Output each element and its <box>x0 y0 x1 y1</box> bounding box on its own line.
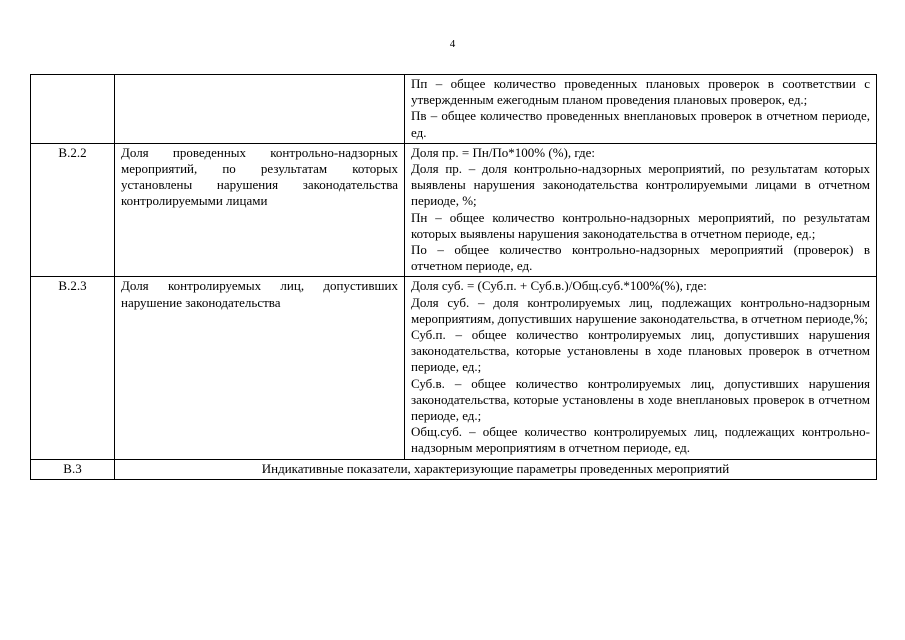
page-number: 4 <box>449 38 456 50</box>
formula-line: Пв – общее количество проведенных внеплановых проверок в отчетном периоде, ед. <box>411 108 870 140</box>
formula-line: Пн – общее количество контрольно-надзорных мероприятий, по результатам которых выявлены нарушения законодательства в отчетном периоде, ед.; <box>411 209 870 241</box>
row-code <box>31 75 115 144</box>
formula-line: Суб.п. – общее количество контролируемых лиц, допустивших нарушения законодательства, которые установлены в ходе плановых проверок в отчетном периоде, ед.; <box>411 327 870 375</box>
row-formula <box>405 143 877 277</box>
formula-line: Пп – общее количество проведенных плановых проверок в соответствии с утвержденным ежегодным планом проведения плановых проверок, ед.; <box>411 76 870 108</box>
row-code: В.2.3 <box>31 277 115 459</box>
row-code: В.2.2 <box>31 143 115 277</box>
section-row <box>31 459 877 479</box>
formula-line: По – общее количество контрольно-надзорных мероприятий (проверок) в отчетном периоде, ед. <box>411 242 870 274</box>
formula-line: Общ.суб. – общее количество контролируемых лиц, подлежащих контрольно-надзорным мероприятиям в отчетном периоде, ед. <box>411 424 870 456</box>
formula-line: Доля пр. = Пн/По*100% (%), где: <box>411 144 596 160</box>
row-name <box>115 75 405 144</box>
formula-line: Суб.в. – общее количество контролируемых лиц, допустивших нарушения законодательства, которые установлены в ходе внеплановых проверок в отчетном периоде, ед.; <box>411 375 870 424</box>
row-name: Доля контролируемых лиц, допустивших нарушение законодательства <box>115 277 405 459</box>
indicators-table <box>30 74 877 480</box>
row-name: Доля проведенных контрольно-надзорных мероприятий, по результатам которых установлены нарушения законодательства контролируемыми лицами <box>115 143 405 277</box>
table-row <box>31 277 877 459</box>
table-row <box>31 75 877 144</box>
section-title: Индикативные показатели, характеризующие параметры проведенных мероприятий <box>115 459 877 479</box>
formula-line: Доля суб. = (Суб.п. + Суб.в.)/Общ.суб.*100%(%), где: <box>411 278 707 294</box>
formula-line: Доля пр. – доля контрольно-надзорных мероприятий, по результатам которых выявлены нарушения законодательства контролируемыми лицами в отчетном периоде, %; <box>411 161 870 209</box>
row-formula <box>405 277 877 459</box>
formula-line: Доля суб. – доля контролируемых лиц, подлежащих контрольно-надзорным мероприятиям, допустивших нарушение законодательства, в отчетном периоде,%; <box>411 294 870 326</box>
row-formula <box>405 75 877 144</box>
table-row <box>31 143 877 277</box>
section-code: В.3 <box>31 459 115 479</box>
